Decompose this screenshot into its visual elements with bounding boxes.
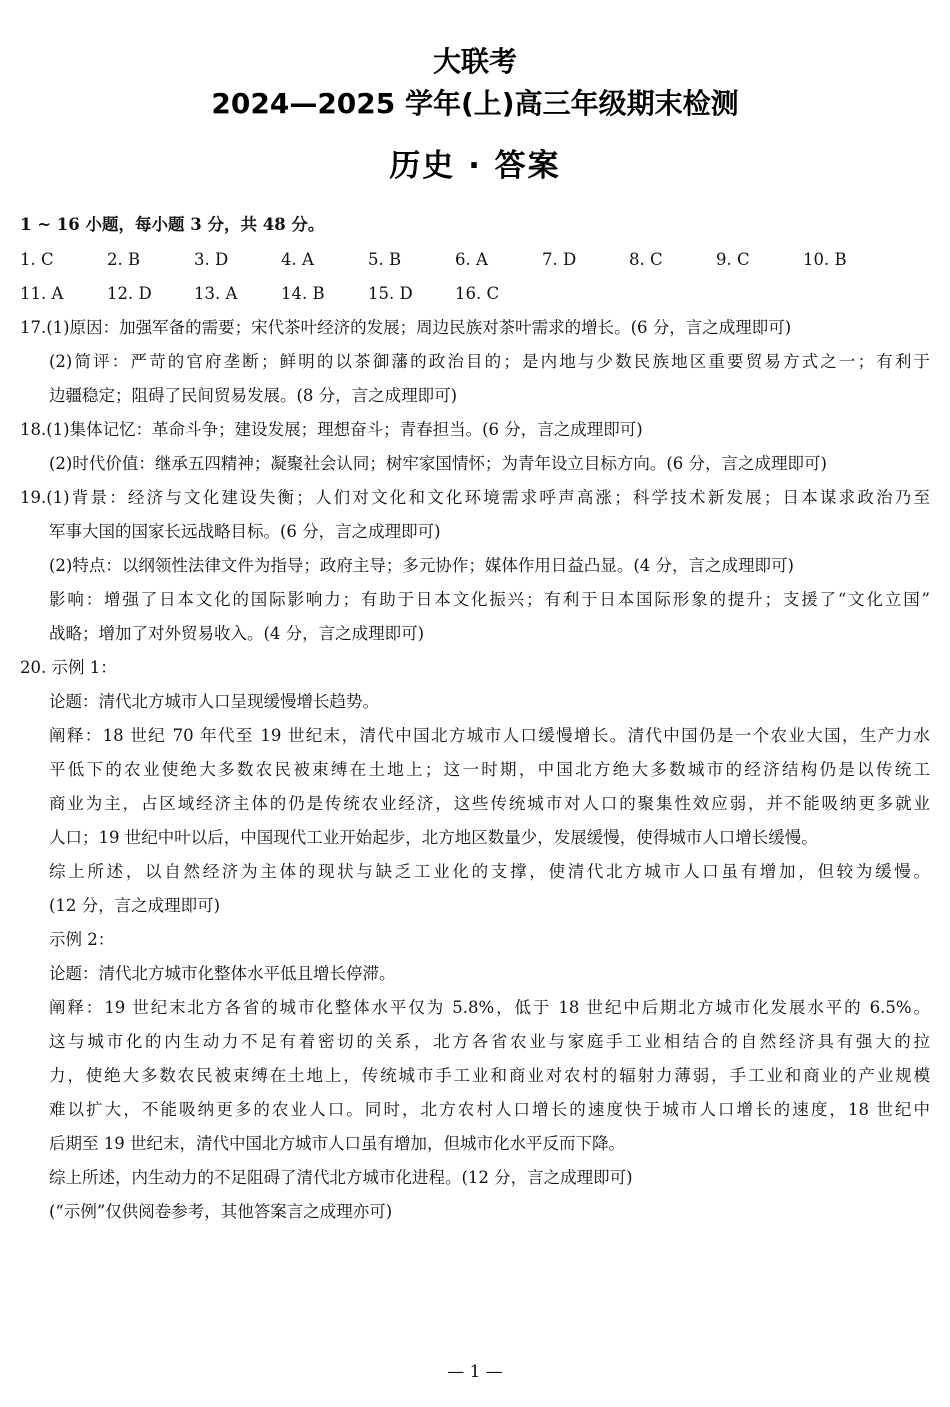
q19-part1-line1: 19.(1)背景：经济与文化建设失衡；人们对文化和文化环境需求呼声高涨；科学技术新发展；日本谋求政治乃至 bbox=[20, 488, 930, 507]
q20-ex2-line: 阐释：19 世纪末北方各省的城市化整体水平仅为 5.8%，低于 18 世纪中后期北方城市化发展水平的 6.5%。 bbox=[49, 998, 930, 1017]
mc-answer: 8. C bbox=[629, 250, 663, 269]
q20-ex1-line: 人口；19 世纪中叶以后，中国现代工业开始起步，北方地区数量少，发展缓慢，使得城市人口增长缓慢。 bbox=[49, 828, 818, 847]
mc-answer: 15. D bbox=[368, 284, 413, 303]
mc-answer: 3. D bbox=[194, 250, 229, 269]
q19-impact-line2: 战略；增加了对外贸易收入。(4 分，言之成理即可) bbox=[49, 624, 425, 643]
mc-intro: 1 ~ 16 小题，每小题 3 分，共 48 分。 bbox=[20, 215, 325, 234]
mc-answer: 1. C bbox=[20, 250, 54, 269]
q19-part2: (2)特点：以纲领性法律文件为指导；政府主导；多元协作；媒体作用日益凸显。(4 分，言之成理即可) bbox=[49, 556, 794, 575]
q20-note: (“示例”仅供阅卷参考，其他答案言之成理亦可) bbox=[49, 1202, 393, 1221]
q20-ex2-label: 示例 2： bbox=[49, 930, 115, 949]
q20-ex2-line: 后期至 19 世纪末，清代中国北方城市人口虽有增加，但城市化水平反而下降。 bbox=[49, 1134, 625, 1153]
mc-answer: 6. A bbox=[455, 250, 488, 269]
mc-answer: 2. B bbox=[107, 250, 141, 269]
q20-ex1-thesis: 论题：清代北方城市人口呈现缓慢增长趋势。 bbox=[49, 692, 379, 711]
page-number: — 1 — bbox=[447, 1362, 503, 1382]
q17-part2-line1: (2)简评：严苛的官府垄断；鲜明的以茶御藩的政治目的；是内地与少数民族地区重要贸易方式之一；有利于 bbox=[49, 352, 930, 371]
q20-ex2-line: 这与城市化的内生动力不足有着密切的关系，北方各省农业与家庭手工业相结合的自然经济具有强大的拉 bbox=[49, 1032, 930, 1051]
q20-summary: 综上所述，内生动力的不足阻碍了清代北方城市化进程。(12 分，言之成理即可) bbox=[49, 1168, 633, 1187]
mc-answer: 14. B bbox=[281, 284, 325, 303]
q20-ex2-line: 力，使绝大多数农民被束缚在土地上，传统城市手工业和商业对农村的辐射力薄弱，手工业和商业的产业规模 bbox=[49, 1066, 930, 1085]
q18-part1: 18.(1)集体记忆：革命斗争；建设发展；理想奋斗；青春担当。(6 分，言之成理即可) bbox=[20, 420, 643, 439]
q20-ex1-line: 综上所述，以自然经济为主体的现状与缺乏工业化的支撑，使清代北方城市人口虽有增加，但较为缓慢。 bbox=[49, 862, 930, 881]
exam-name: 大联考 bbox=[432, 45, 517, 78]
mc-answer: 5. B bbox=[368, 250, 402, 269]
q17-part2-line2: 边疆稳定；阻碍了民间贸易发展。(8 分，言之成理即可) bbox=[49, 386, 458, 405]
mc-answer: 12. D bbox=[107, 284, 152, 303]
q17-part1: 17.(1)原因：加强军备的需要；宋代茶叶经济的发展；周边民族对茶叶需求的增长。(6 分，言之成理即可) bbox=[20, 318, 792, 337]
q20-ex1-line: 商业为主，占区域经济主体的仍是传统农业经济，这些传统城市对人口的聚集性效应弱，并不能吸纳更多就业 bbox=[49, 794, 930, 813]
q20-ex1-line: (12 分，言之成理即可) bbox=[49, 896, 221, 915]
exam-title: 2024—2025 学年(上)高三年级期末检测 bbox=[211, 87, 739, 120]
q20-ex2-thesis: 论题：清代北方城市化整体水平低且增长停滞。 bbox=[49, 964, 396, 983]
mc-answer: 16. C bbox=[455, 284, 500, 303]
q20-label: 20. 示例 1： bbox=[20, 658, 117, 677]
q19-part1-line2: 军事大国的国家长远战略目标。(6 分，言之成理即可) bbox=[49, 522, 441, 541]
q20-ex1-line: 阐释：18 世纪 70 年代至 19 世纪末，清代中国北方城市人口缓慢增长。清代中国仍是一个农业大国，生产力水 bbox=[49, 726, 930, 745]
mc-answer: 10. B bbox=[803, 250, 847, 269]
mc-answer: 9. C bbox=[716, 250, 750, 269]
mc-answer: 13. A bbox=[194, 284, 238, 303]
q20-ex2-line: 难以扩大，不能吸纳更多的农业人口。同时，北方农村人口增长的速度快于城市人口增长的速度，18 世纪中 bbox=[49, 1100, 930, 1119]
mc-answer: 11. A bbox=[20, 284, 64, 303]
mc-answer: 7. D bbox=[542, 250, 577, 269]
mc-answer: 4. A bbox=[281, 250, 314, 269]
subject-title: 历史 · 答案 bbox=[389, 148, 561, 184]
q20-ex1-line: 平低下的农业使绝大多数农民被束缚在土地上；这一时期，中国北方绝大多数城市的经济结构仍是以传统工 bbox=[49, 760, 930, 779]
q19-impact-line1: 影响：增强了日本文化的国际影响力；有助于日本文化振兴；有利于日本国际形象的提升；支援了“文化立国” bbox=[49, 590, 930, 609]
q18-part2: (2)时代价值：继承五四精神；凝聚社会认同；树牢家国情怀；为青年设立目标方向。(6 分，言之成理即可) bbox=[49, 454, 827, 473]
